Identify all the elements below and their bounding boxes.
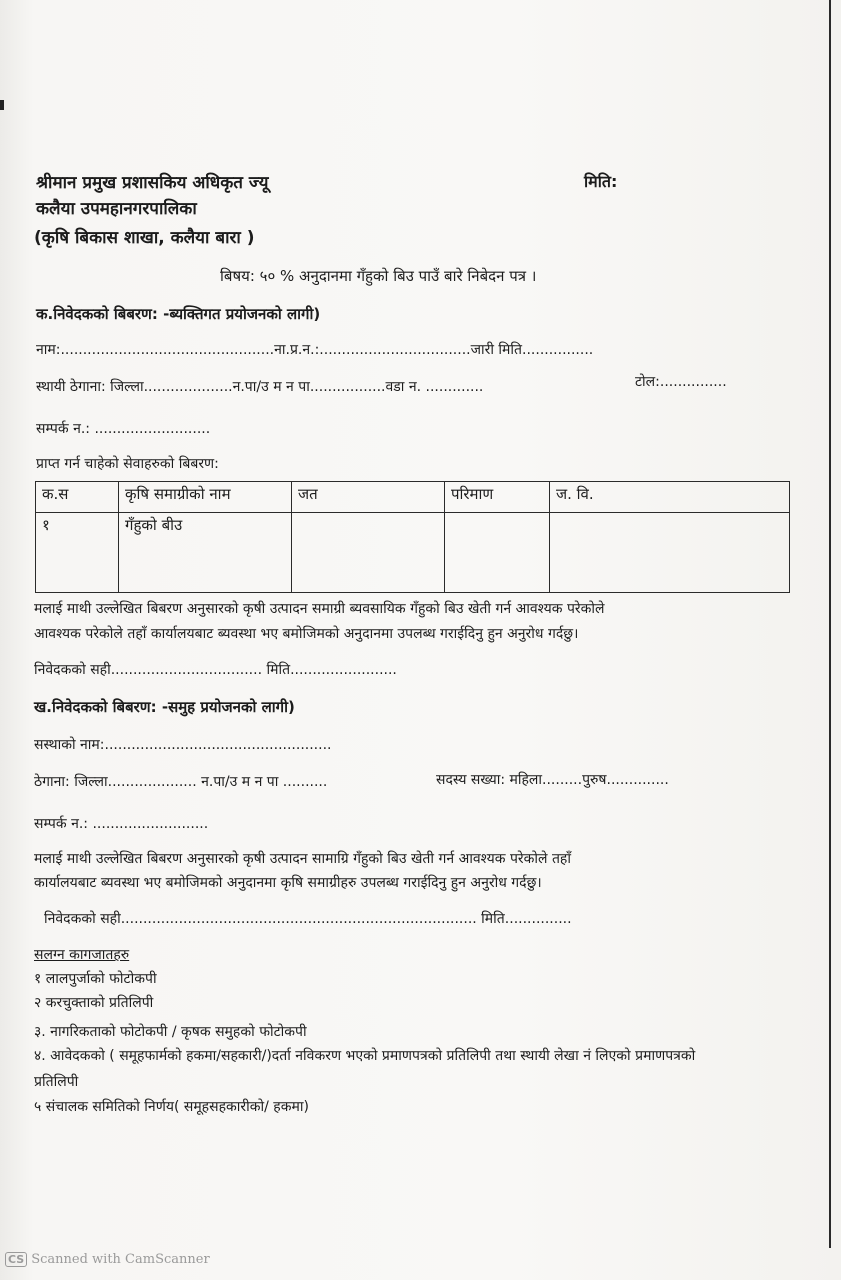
table-cell — [550, 513, 790, 593]
table-header-cell: कृषि समाग्रीको नाम — [119, 482, 292, 513]
table-header-cell: ज. वि. — [550, 482, 790, 513]
attachments-heading: सलग्न कागजातहरु — [34, 947, 130, 963]
attachment-item: प्रतिलिपी — [34, 1074, 79, 1090]
section-kha-address-line: ठेगाना: जिल्ला.................... न.पा/उ म न पा .......... — [34, 774, 328, 790]
request-1-line-1: मलाई माथी उल्लेखित बिबरण अनुसारको कृषी उत्पादन समाग्री ब्यवसायिक गँहुको बिउ खेती गर्न आवश्यक परेकोले — [34, 601, 605, 617]
table-cell — [445, 513, 550, 593]
date-label: मिति: — [584, 172, 618, 191]
attachment-item: २ करचुक्ताको प्रतिलिपी — [34, 995, 154, 1011]
scanner-watermark — [5, 1252, 210, 1267]
table-cell: गँहुको बीउ — [119, 513, 292, 593]
section-ka-heading: क.निवेदकको बिबरण: -ब्यक्तिगत प्रयोजनको लागी) — [36, 305, 321, 323]
section-kha-members: सदस्य सख्या: महिला.........पुरुष.............. — [436, 772, 669, 788]
section-kha-contact: सम्पर्क न.: .......................... — [34, 816, 209, 832]
addressee-line-1: श्रीमान प्रमुख प्रशासकिय अधिकृत ज्यू — [36, 173, 269, 193]
table-cell — [292, 513, 445, 593]
signature-2: निवेदकको सही................................................................................ मिति............... — [44, 911, 572, 927]
watermark-text: Scanned with CamScanner — [31, 1252, 210, 1267]
section-ka-tol: टोल:............... — [635, 374, 727, 390]
camscanner-logo-icon: CS — [5, 1252, 27, 1267]
request-2-line-1: मलाई माथी उल्लेखित बिबरण अनुसारको कृषी उत्पादन सामाग्रि गँहुको बिउ खेती गर्न आवश्यक परेकोले तहाँ — [34, 851, 571, 867]
services-label: प्राप्त गर्न चाहेको सेवाहरुको बिबरण: — [36, 456, 219, 472]
scan-mark — [0, 100, 4, 110]
table-row — [36, 513, 790, 593]
attachment-item: ५ संचालक समितिको निर्णय( समूहसहकारीको/ हकमा) — [34, 1099, 309, 1115]
attachment-item: १ लालपुर्जाको फोटोकपी — [34, 971, 157, 987]
addressee-line-3: (कृषि बिकास शाखा, कलैया बारा ) — [34, 228, 255, 248]
attachment-item: ४. आवेदकको ( समूहफार्मको हकमा/सहकारी/)दर्ता नविकरण भएको प्रमाणपत्रको प्रतिलिपी तथा स्थायी लेखा नं लिएको प्रमाणपत्रको — [34, 1048, 696, 1064]
section-ka-contact: सम्पर्क न.: .......................... — [36, 421, 211, 437]
request-2-line-2: कार्यालयबाट ब्यवस्था भए बमोजिमको अनुदानमा कृषि समाग्रीहरु उपलब्ध गराईदिनु हुन अनुरोध गर्दछु। — [34, 875, 542, 891]
section-ka-address-line: स्थायी ठेगाना: जिल्ला....................न.पा/उ म न पा.................वडा न. ............. — [36, 379, 484, 395]
attachment-item: ३. नागरिकताको फोटोकपी / कृषक समुहको फोटोकपी — [34, 1024, 307, 1040]
signature-1: निवेदकको सही.................................. मिति........................ — [34, 662, 397, 678]
table-header-cell: जत — [292, 482, 445, 513]
section-kha-heading: ख.निवेदकको बिबरण: -समुह प्रयोजनको लागी) — [34, 698, 295, 716]
addressee-line-2: कलैया उपमहानगरपालिका — [36, 199, 197, 219]
page-edge-shadow — [829, 0, 831, 1248]
services-table — [35, 481, 790, 593]
request-1-line-2: आवश्यक परेकोले तहाँ कार्यालयबाट ब्यवस्था भए बमोजिमको अनुदानमा उपलब्ध गराईदिनु हुन अनुरोध गर्दछु। — [34, 626, 579, 642]
table-header-cell: क.स — [36, 482, 119, 513]
table-header-cell: परिमाण — [445, 482, 550, 513]
section-ka-name-line: नाम:................................................ना.प्र.न.:..................................जारी मिति................ — [36, 342, 594, 358]
section-kha-org-name: सस्थाको नाम:................................................... — [34, 737, 332, 753]
subject-line: बिषय: ५० % अनुदानमा गँहुको बिउ पाउँ बारे निबेदन पत्र । — [220, 267, 537, 285]
table-header-row — [36, 482, 790, 513]
table-cell: १ — [36, 513, 119, 593]
